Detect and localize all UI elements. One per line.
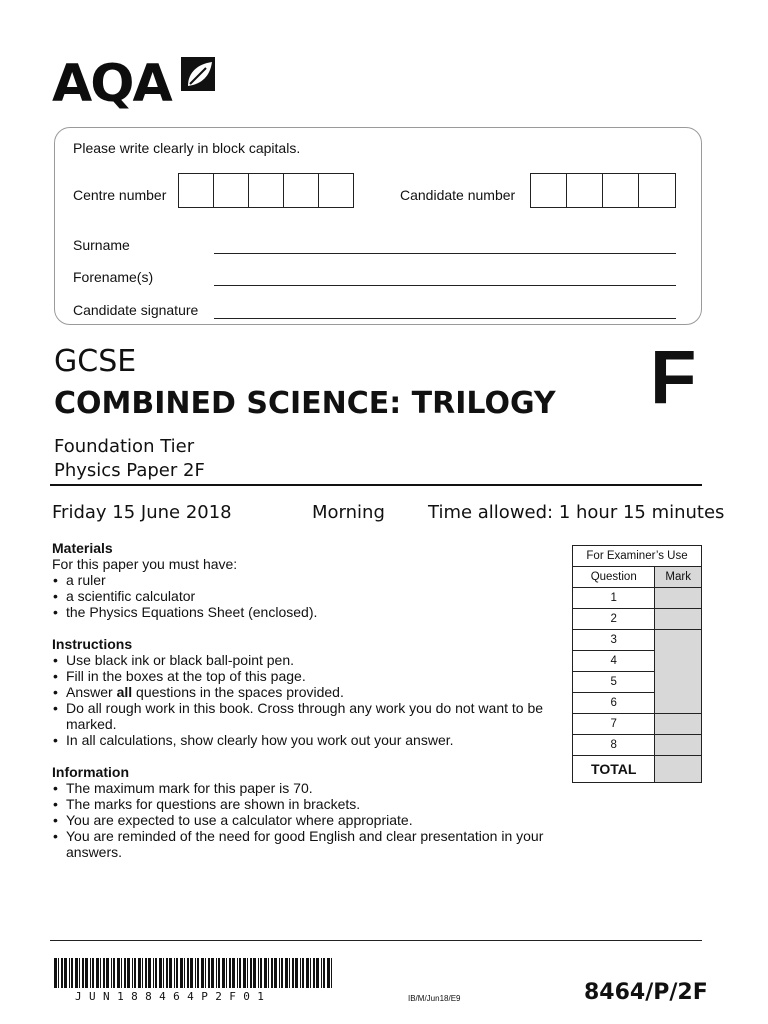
question-number: 7 [573, 714, 655, 735]
barcode-bar [176, 958, 178, 988]
barcode-bar [321, 958, 322, 988]
barcode-bar [127, 958, 130, 988]
candidate-number-label: Candidate number [400, 187, 516, 203]
question-number: 1 [573, 588, 655, 609]
barcode-bar [313, 958, 315, 988]
barcode-bar [289, 958, 290, 988]
total-label: TOTAL [573, 756, 655, 783]
aqa-leaf-icon [180, 56, 216, 92]
barcode-bar [327, 958, 330, 988]
barcode-bar [124, 958, 126, 988]
barcode-bar [331, 958, 332, 988]
footer-divider [50, 940, 702, 941]
barcode-bar [174, 958, 175, 988]
exam-date: Friday 15 June 2018 [52, 502, 232, 523]
barcode-bar [264, 958, 267, 988]
centre-number-box[interactable] [319, 173, 354, 208]
surname-line[interactable] [214, 253, 676, 254]
barcode-image [54, 958, 336, 992]
barcode-bar [71, 958, 73, 988]
barcode-bar [85, 958, 88, 988]
barcode-bar [54, 958, 57, 988]
materials-section [52, 540, 562, 620]
mark-cell[interactable] [655, 714, 702, 735]
barcode-bar [190, 958, 193, 988]
question-number: 4 [573, 651, 655, 672]
barcode-bar [113, 958, 115, 988]
barcode-bar [132, 958, 133, 988]
barcode-bar [281, 958, 283, 988]
signature-line[interactable] [214, 318, 676, 319]
qualification-level: GCSE [54, 344, 137, 379]
barcode-bar [226, 958, 227, 988]
barcode-bar [285, 958, 288, 988]
barcode-bar [201, 958, 204, 988]
barcode-bar [292, 958, 294, 988]
question-number: 8 [573, 735, 655, 756]
centre-number-box[interactable] [284, 173, 319, 208]
barcode-bar [247, 958, 248, 988]
paper-code: 8464/P/2F [584, 980, 708, 1005]
materials-item: • a scientific calculator [53, 588, 196, 604]
barcode-bar [103, 958, 105, 988]
barcode-bar [239, 958, 241, 988]
barcode-bar [96, 958, 99, 988]
question-number: 2 [573, 609, 655, 630]
question-number: 6 [573, 693, 655, 714]
forename-label: Forename(s) [73, 269, 154, 285]
materials-intro: For this paper you must have: [52, 556, 238, 572]
barcode-bar [159, 958, 162, 988]
barcode-bar [100, 958, 101, 988]
candidate-number-boxes [530, 173, 676, 208]
barcode-bar [229, 958, 231, 988]
information-item: • The marks for questions are shown in brackets. [53, 796, 361, 812]
question-number: 5 [573, 672, 655, 693]
question-column-header: Question [573, 567, 655, 588]
tier-name: Foundation Tier [54, 436, 195, 457]
barcode-bar [145, 958, 147, 988]
barcode-bar [184, 958, 185, 988]
barcode-bar [117, 958, 120, 988]
barcode-bar [90, 958, 91, 988]
instruction-item: • Use black ink or black ball-point pen. [53, 652, 295, 668]
barcode-bar [260, 958, 262, 988]
barcode-bar [268, 958, 269, 988]
barcode-bar [237, 958, 238, 988]
barcode-bar [163, 958, 164, 988]
signature-label: Candidate signature [73, 302, 199, 318]
instruction-item: • Answer all questions in the spaces provided. [53, 684, 344, 700]
instructions-heading: Instructions [52, 636, 133, 652]
centre-number-boxes [178, 173, 354, 208]
barcode-bar [153, 958, 154, 988]
barcode-bar [69, 958, 70, 988]
information-heading: Information [52, 764, 129, 780]
barcode-bar [79, 958, 80, 988]
candidate-number-box[interactable] [567, 173, 603, 208]
mark-column-header: Mark [655, 567, 702, 588]
materials-item: • the Physics Equations Sheet (enclosed). [53, 604, 318, 620]
information-item: • The maximum mark for this paper is 70. [53, 780, 313, 796]
examiner-use-table [572, 545, 702, 783]
forename-line[interactable] [214, 285, 676, 286]
barcode-bar [323, 958, 325, 988]
barcode-bar [82, 958, 84, 988]
barcode-bar [243, 958, 246, 988]
mark-cell[interactable] [655, 609, 702, 630]
instruction-item: • In all calculations, show clearly how you work out your answer. [53, 732, 454, 748]
barcode-bar [208, 958, 210, 988]
surname-label: Surname [73, 237, 130, 253]
centre-number-box[interactable] [214, 173, 249, 208]
time-allowed: Time allowed: 1 hour 15 minutes [428, 502, 725, 523]
barcode-bar [216, 958, 217, 988]
barcode-bar [58, 958, 59, 988]
centre-number-box[interactable] [178, 173, 214, 208]
mark-cell[interactable] [655, 630, 702, 714]
candidate-details-box [54, 127, 702, 325]
barcode-bar [169, 958, 172, 988]
barcode-bar [111, 958, 112, 988]
barcode-bar [211, 958, 214, 988]
aqa-logo-text: AQA [52, 54, 171, 114]
barcode-bar [306, 958, 309, 988]
barcode-bar [148, 958, 151, 988]
total-mark-cell[interactable] [655, 756, 702, 783]
barcode-bar [310, 958, 311, 988]
barcode-bar [155, 958, 157, 988]
barcode-bar [64, 958, 67, 988]
barcode-bar [302, 958, 304, 988]
barcode-bar [61, 958, 63, 988]
barcode-bar [250, 958, 252, 988]
barcode-number: JUN188464P2F01 [75, 990, 272, 1003]
information-item: • You are expected to use a calculator where appropriate. [53, 812, 413, 828]
mark-cell[interactable] [655, 588, 702, 609]
paper-reference: IB/M/Jun18/E9 [408, 994, 461, 1003]
barcode-bar [274, 958, 277, 988]
candidate-number-box[interactable] [603, 173, 639, 208]
barcode-bar [142, 958, 143, 988]
barcode-bar [134, 958, 136, 988]
mark-cell[interactable] [655, 735, 702, 756]
question-number: 3 [573, 630, 655, 651]
paper-name: Physics Paper 2F [54, 460, 205, 481]
barcode-bar [197, 958, 199, 988]
barcode-bar [271, 958, 273, 988]
title-divider [50, 484, 702, 486]
information-section [52, 764, 562, 860]
barcode-bar [75, 958, 78, 988]
barcode-bar [187, 958, 189, 988]
subject-title: COMBINED SCIENCE: TRILOGY [54, 386, 556, 421]
block-capitals-instruction: Please write clearly in block capitals. [73, 140, 301, 156]
barcode-bar [205, 958, 206, 988]
barcode-bar [279, 958, 280, 988]
barcode-bar [300, 958, 301, 988]
barcode-bar [232, 958, 235, 988]
exam-session: Morning [312, 502, 385, 523]
barcode-bar [180, 958, 183, 988]
barcode-bar [166, 958, 168, 988]
candidate-number-box[interactable] [530, 173, 567, 208]
barcode-bar [121, 958, 122, 988]
centre-number-box[interactable] [249, 173, 284, 208]
information-item: • You are reminded of the need for good English and clear presentation in your answers. [53, 828, 544, 860]
tier-letter: F [650, 335, 697, 420]
candidate-number-box[interactable] [639, 173, 676, 208]
instruction-item: • Do all rough work in this book. Cross through any work you do not want to be marked. [53, 700, 544, 732]
barcode-bar [92, 958, 94, 988]
materials-item: • a ruler [53, 572, 106, 588]
barcode-bar [316, 958, 319, 988]
materials-heading: Materials [52, 540, 113, 556]
barcode-bar [195, 958, 196, 988]
examiner-table-title: For Examiner’s Use [573, 546, 702, 567]
barcode-bar [106, 958, 109, 988]
centre-number-label: Centre number [73, 187, 167, 203]
instruction-item: • Fill in the boxes at the top of this page. [53, 668, 306, 684]
barcode-bar [218, 958, 220, 988]
barcode-bar [253, 958, 256, 988]
instructions-section [52, 636, 562, 748]
barcode-bar [222, 958, 225, 988]
barcode-bar [295, 958, 298, 988]
barcode-bar [138, 958, 141, 988]
barcode-bar [258, 958, 259, 988]
